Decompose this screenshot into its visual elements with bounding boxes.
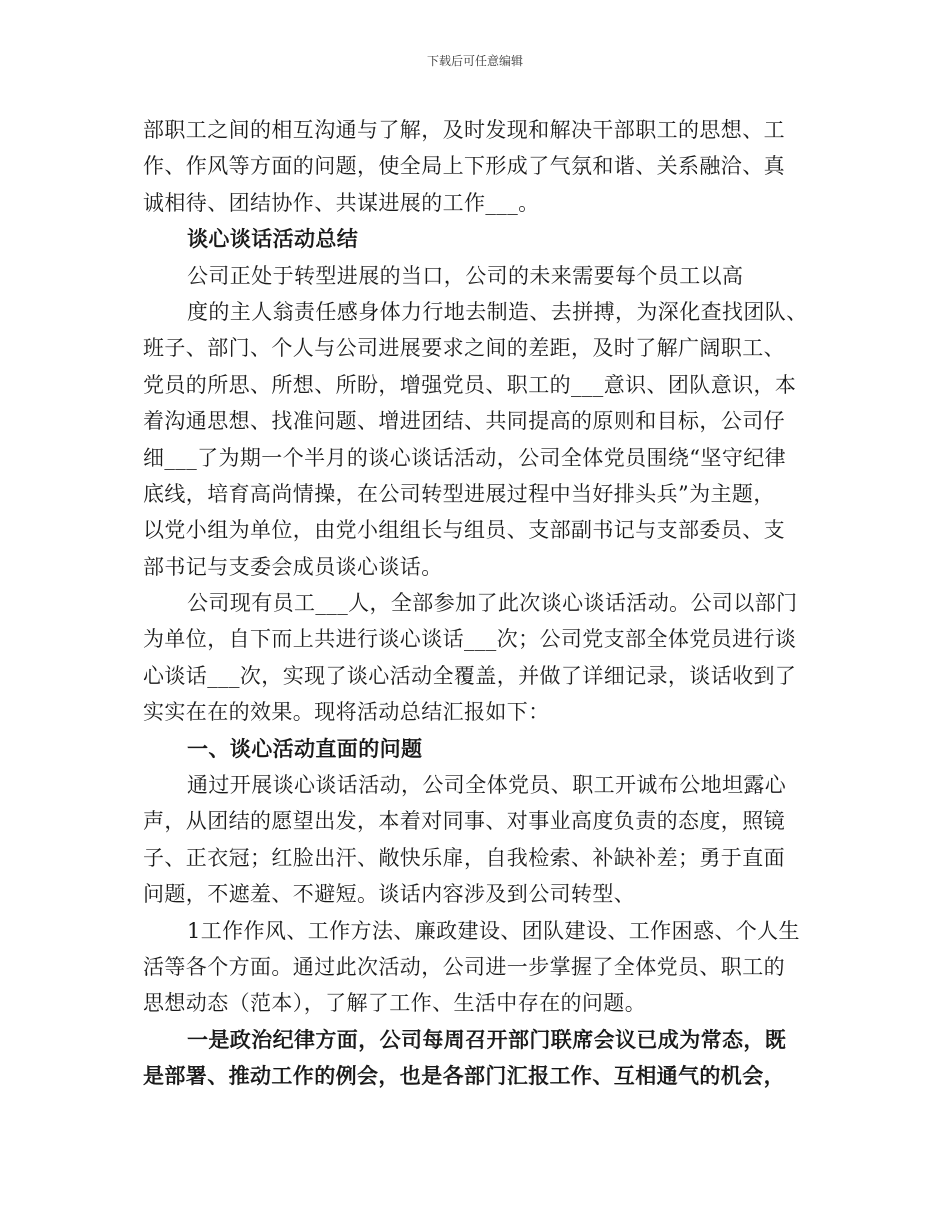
paragraph-line: 部职工之间的相互沟通与了解，及时发现和解决干部职工的思想、工: [143, 118, 785, 142]
paragraph-line: 诚相待、团结协作、共谋进展的工作___。: [143, 190, 540, 215]
bold-paragraph-line: 是部署、推动工作的例会，也是各部门汇报工作、互相通气的机会，: [143, 1063, 785, 1089]
paragraph-line: 公司正处于转型进展的当口，公司的未来需要每个员工以高: [187, 263, 744, 288]
paragraph-line: 子、正衣冠；红脸出汗、敞快乐扉，自我检索、补缺补差；勇于直面: [143, 845, 785, 870]
paragraph-line: 为单位，自下而上共进行谈心谈话___次；公司党支部全体党员进行谈: [143, 627, 797, 652]
document-body: [143, 112, 833, 1095]
paragraph-line: 作、作风等方面的问题，使全局上下形成了气氛和谐、关系融洽、真: [143, 154, 785, 179]
paragraph-line: 1工作作风、工作方法、廉政建设、团队建设、工作困惑、个人生: [187, 918, 800, 943]
paragraph-line: 问题，不遮羞、不避短。谈话内容涉及到公司转型、: [143, 882, 636, 907]
bold-paragraph-line: 一是政治纪律方面，公司每周召开部门联席会议已成为常态，既: [187, 1026, 787, 1052]
paragraph-line: 声，从团结的愿望出发，本着对同事、对事业高度负责的态度，照镜: [143, 809, 785, 834]
paragraph-line: 细___了为期一个半月的谈心谈话活动，公司全体党员围绕“坚守纪律: [143, 445, 787, 470]
paragraph-line: 以党小组为单位，由党小组组长与组员、支部副书记与支部委员、支: [143, 518, 785, 543]
paragraph-line: 思想动态（范本），了解了工作、生活中存在的问题。: [143, 991, 647, 1016]
paragraph-line: 部书记与支委会成员谈心谈话。: [143, 554, 443, 579]
paragraph-line: 实实在在的效果。现将活动总结汇报如下：: [143, 700, 550, 725]
paragraph-line: 通过开展谈心谈话活动，公司全体党员、职工开诚布公地坦露心: [187, 773, 787, 798]
paragraph-line: 底线，培育高尚情操，在公司转型进展过程中当好排头兵”为主题，: [143, 481, 775, 506]
paragraph-line: 活等各个方面。通过此次活动，公司进一步掌握了全体党员、职工的: [143, 954, 785, 979]
paragraph-line: 度的主人翁责任感身体力行地去制造、去拼搏，为深化查找团队、: [187, 299, 808, 324]
section-heading: 一、谈心活动直面的问题: [187, 735, 423, 761]
paragraph-line: 心谈话___次，实现了谈心活动全覆盖，并做了详细记录，谈话收到了: [143, 663, 797, 688]
section-heading: 谈心谈话活动总结: [187, 226, 359, 252]
page-header-caption: 下载后可任意编辑: [426, 54, 523, 68]
paragraph-line: 着沟通思想、找准问题、增进团结、共同提高的原则和目标，公司仔: [143, 409, 785, 434]
paragraph-line: 党员的所思、所想、所盼，增强党员、职工的___意识、团队意识，本: [143, 372, 797, 397]
paragraph-line: 公司现有员工___人，全部参加了此次谈心谈话活动。公司以部门: [187, 591, 798, 616]
paragraph-line: 班子、部门、个人与公司进展要求之间的差距，及时了解广阔职工、: [143, 336, 785, 361]
